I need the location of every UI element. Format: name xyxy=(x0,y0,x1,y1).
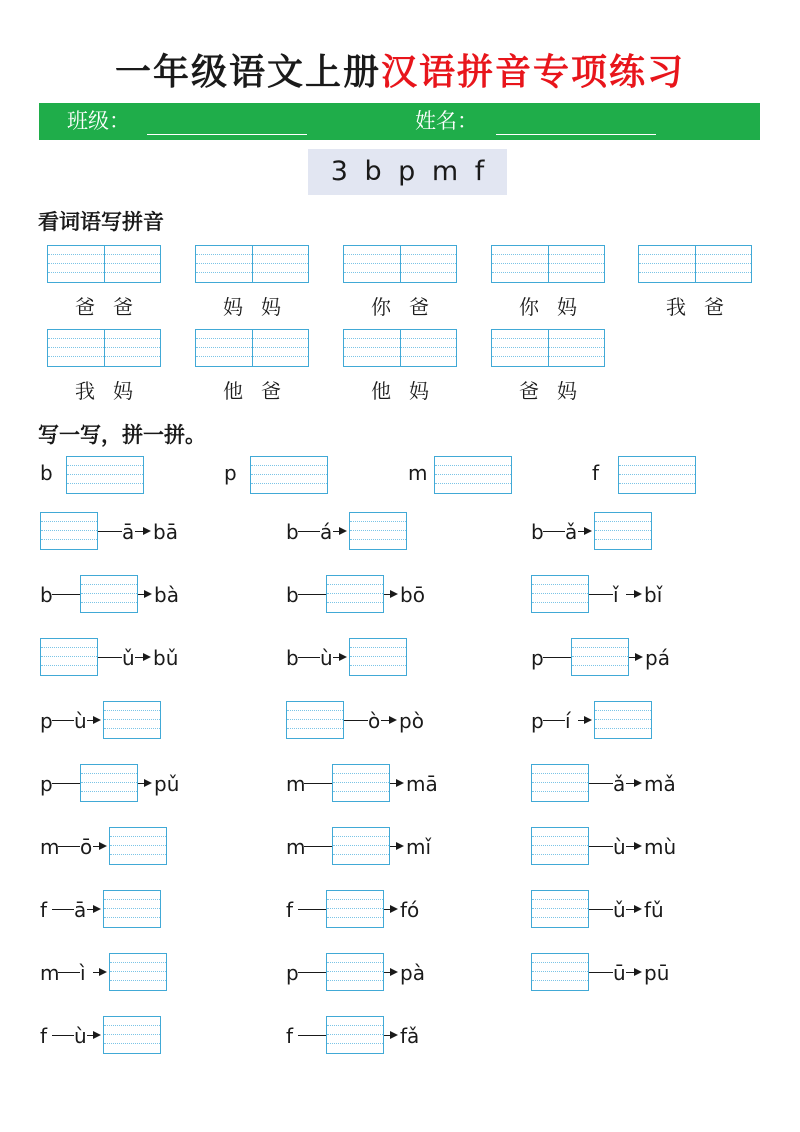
initial-label: b xyxy=(286,520,299,544)
answer-box[interactable] xyxy=(594,512,652,550)
result-label: bō xyxy=(400,583,425,607)
arrow-icon xyxy=(333,657,345,658)
final-label: ù xyxy=(613,835,626,859)
result-label: fǔ xyxy=(644,898,664,922)
result-label: pá xyxy=(645,646,670,670)
arrow-icon xyxy=(384,1035,396,1036)
word-label: 我妈 xyxy=(75,379,151,403)
initial-label: m xyxy=(40,835,60,859)
arrow-icon xyxy=(626,594,640,595)
box-divider xyxy=(695,246,696,282)
arrow-icon xyxy=(135,531,149,532)
word-label: 爸妈 xyxy=(519,379,595,403)
final-label: ì xyxy=(80,961,86,985)
initial-label: b xyxy=(40,583,53,607)
answer-box[interactable] xyxy=(103,890,161,928)
answer-box[interactable] xyxy=(326,1016,384,1054)
arrow-icon xyxy=(381,720,395,721)
initial-label: p xyxy=(40,709,53,733)
box-divider xyxy=(104,330,105,366)
box-divider xyxy=(548,330,549,366)
initial-label: p xyxy=(531,646,544,670)
pinyin-writing-box[interactable] xyxy=(491,245,605,283)
arrow-icon xyxy=(626,846,640,847)
answer-box[interactable] xyxy=(349,512,407,550)
connector-line xyxy=(52,720,74,721)
connector-line xyxy=(52,1035,74,1036)
final-label: ù xyxy=(74,1024,87,1048)
connector-line xyxy=(543,657,571,658)
letter-label: p xyxy=(224,461,237,485)
pinyin-writing-box[interactable] xyxy=(47,329,161,367)
class-label: 班级： xyxy=(67,109,130,133)
pinyin-writing-box[interactable] xyxy=(195,245,309,283)
answer-box[interactable] xyxy=(40,512,98,550)
connector-line xyxy=(543,720,565,721)
answer-box[interactable] xyxy=(349,638,407,676)
result-label: fǎ xyxy=(400,1024,420,1048)
final-label: ù xyxy=(74,709,87,733)
word-label: 爸爸 xyxy=(75,295,151,319)
unit-title: 3 b p m f xyxy=(308,149,507,195)
answer-box[interactable] xyxy=(326,575,384,613)
class-blank[interactable] xyxy=(147,134,307,135)
connector-line xyxy=(52,783,80,784)
final-label: ǐ xyxy=(613,583,619,607)
arrow-icon xyxy=(384,972,396,973)
connector-line xyxy=(58,846,80,847)
final-label: ǔ xyxy=(122,646,135,670)
connector-line xyxy=(298,531,320,532)
connector-line xyxy=(298,972,326,973)
arrow-icon xyxy=(87,720,99,721)
arrow-icon xyxy=(138,594,150,595)
connector-line xyxy=(98,657,122,658)
answer-box[interactable] xyxy=(531,764,589,802)
box-divider xyxy=(104,246,105,282)
answer-box[interactable] xyxy=(103,1016,161,1054)
final-label: ō xyxy=(80,835,93,859)
final-label: ū xyxy=(613,961,626,985)
answer-box[interactable] xyxy=(40,638,98,676)
result-label: bǔ xyxy=(153,646,179,670)
title-red: 汉语拼音专项练习 xyxy=(381,51,686,93)
answer-box[interactable] xyxy=(80,575,138,613)
worksheet-title xyxy=(0,50,800,94)
final-label: í xyxy=(565,709,571,733)
result-label: pū xyxy=(644,961,670,985)
answer-box[interactable] xyxy=(332,764,390,802)
word-label: 他妈 xyxy=(371,379,447,403)
connector-line xyxy=(589,846,613,847)
result-label: pò xyxy=(399,709,424,733)
connector-line xyxy=(344,720,368,721)
arrow-icon xyxy=(626,783,640,784)
final-label: ǔ xyxy=(613,898,626,922)
answer-box[interactable] xyxy=(109,953,167,991)
arrow-icon xyxy=(333,531,345,532)
connector-line xyxy=(543,531,565,532)
arrow-icon xyxy=(578,531,590,532)
word-label: 他爸 xyxy=(223,379,299,403)
result-label: bā xyxy=(153,520,178,544)
box-divider xyxy=(252,330,253,366)
word-label: 我爸 xyxy=(666,295,742,319)
final-label: ù xyxy=(320,646,333,670)
answer-box[interactable] xyxy=(286,701,344,739)
answer-box[interactable] xyxy=(109,827,167,865)
word-label: 妈妈 xyxy=(223,295,299,319)
connector-line xyxy=(52,594,80,595)
result-label: pǔ xyxy=(154,772,180,796)
initial-label: b xyxy=(531,520,544,544)
answer-box[interactable] xyxy=(332,827,390,865)
initial-label: f xyxy=(40,898,48,922)
box-divider xyxy=(252,246,253,282)
result-label: mǐ xyxy=(406,835,432,859)
connector-line xyxy=(589,783,613,784)
answer-box[interactable] xyxy=(594,701,652,739)
pinyin-writing-box[interactable] xyxy=(47,245,161,283)
arrow-icon xyxy=(87,909,99,910)
initial-label: p xyxy=(40,772,53,796)
connector-line xyxy=(298,594,326,595)
box-divider xyxy=(400,330,401,366)
pinyin-writing-box[interactable] xyxy=(343,245,457,283)
pinyin-writing-box[interactable] xyxy=(638,245,752,283)
initial-label: m xyxy=(40,961,60,985)
arrow-icon xyxy=(390,846,402,847)
initial-label: p xyxy=(286,961,299,985)
letter-label: f xyxy=(592,461,600,485)
arrow-icon xyxy=(384,909,396,910)
connector-line xyxy=(52,909,74,910)
result-label: mǎ xyxy=(644,772,676,796)
arrow-icon xyxy=(578,720,590,721)
section-heading-words: 看词语写拼音 xyxy=(38,209,164,234)
arrow-icon xyxy=(135,657,149,658)
answer-box[interactable] xyxy=(571,638,629,676)
arrow-icon xyxy=(138,783,150,784)
connector-line xyxy=(58,972,80,973)
word-label: 你爸 xyxy=(371,295,447,319)
name-label: 姓名： xyxy=(415,109,478,133)
title-black: 一年级语文上册 xyxy=(114,51,381,93)
result-label: bǐ xyxy=(644,583,663,607)
answer-box[interactable] xyxy=(531,890,589,928)
letter-writing-box[interactable] xyxy=(66,456,144,494)
answer-box[interactable] xyxy=(531,953,589,991)
answer-box[interactable] xyxy=(326,953,384,991)
final-label: ǎ xyxy=(613,772,626,796)
result-label: pà xyxy=(400,961,425,985)
letter-label: b xyxy=(40,461,53,485)
name-blank[interactable] xyxy=(496,134,656,135)
initial-label: f xyxy=(40,1024,48,1048)
word-label: 你妈 xyxy=(519,295,595,319)
final-label: ò xyxy=(368,709,381,733)
initial-label: f xyxy=(286,898,294,922)
connector-line xyxy=(98,531,122,532)
result-label: mù xyxy=(644,835,677,859)
connector-line xyxy=(589,909,613,910)
result-label: fó xyxy=(400,898,420,922)
connector-line xyxy=(304,783,332,784)
initial-label: p xyxy=(531,709,544,733)
connector-line xyxy=(589,972,613,973)
arrow-icon xyxy=(93,846,105,847)
arrow-icon xyxy=(384,594,396,595)
pinyin-writing-box[interactable] xyxy=(343,329,457,367)
connector-line xyxy=(298,909,326,910)
initial-label: f xyxy=(286,1024,294,1048)
pinyin-writing-box[interactable] xyxy=(195,329,309,367)
final-label: ā xyxy=(122,520,135,544)
pinyin-writing-box[interactable] xyxy=(491,329,605,367)
letter-label: m xyxy=(408,461,428,485)
arrow-icon xyxy=(626,909,640,910)
answer-box[interactable] xyxy=(531,827,589,865)
arrow-icon xyxy=(87,1035,99,1036)
connector-line xyxy=(589,594,613,595)
letter-writing-box[interactable] xyxy=(618,456,696,494)
letter-writing-box[interactable] xyxy=(250,456,328,494)
box-divider xyxy=(548,246,549,282)
connector-line xyxy=(298,657,320,658)
final-label: ā xyxy=(74,898,87,922)
initial-label: m xyxy=(286,835,306,859)
box-divider xyxy=(400,246,401,282)
initial-label: b xyxy=(286,646,299,670)
answer-box[interactable] xyxy=(531,575,589,613)
arrow-icon xyxy=(390,783,402,784)
result-label: mā xyxy=(406,772,438,796)
arrow-icon xyxy=(626,972,640,973)
final-label: ǎ xyxy=(565,520,578,544)
connector-line xyxy=(298,1035,326,1036)
initial-label: b xyxy=(286,583,299,607)
result-label: bà xyxy=(154,583,179,607)
arrow-icon xyxy=(629,657,641,658)
answer-box[interactable] xyxy=(326,890,384,928)
answer-box[interactable] xyxy=(103,701,161,739)
answer-box[interactable] xyxy=(80,764,138,802)
initial-label: m xyxy=(286,772,306,796)
final-label: á xyxy=(320,520,333,544)
arrow-icon xyxy=(93,972,105,973)
connector-line xyxy=(304,846,332,847)
info-bar xyxy=(39,103,760,140)
letter-writing-box[interactable] xyxy=(434,456,512,494)
section-heading-spell: 写一写，拼一拼。 xyxy=(38,422,206,447)
